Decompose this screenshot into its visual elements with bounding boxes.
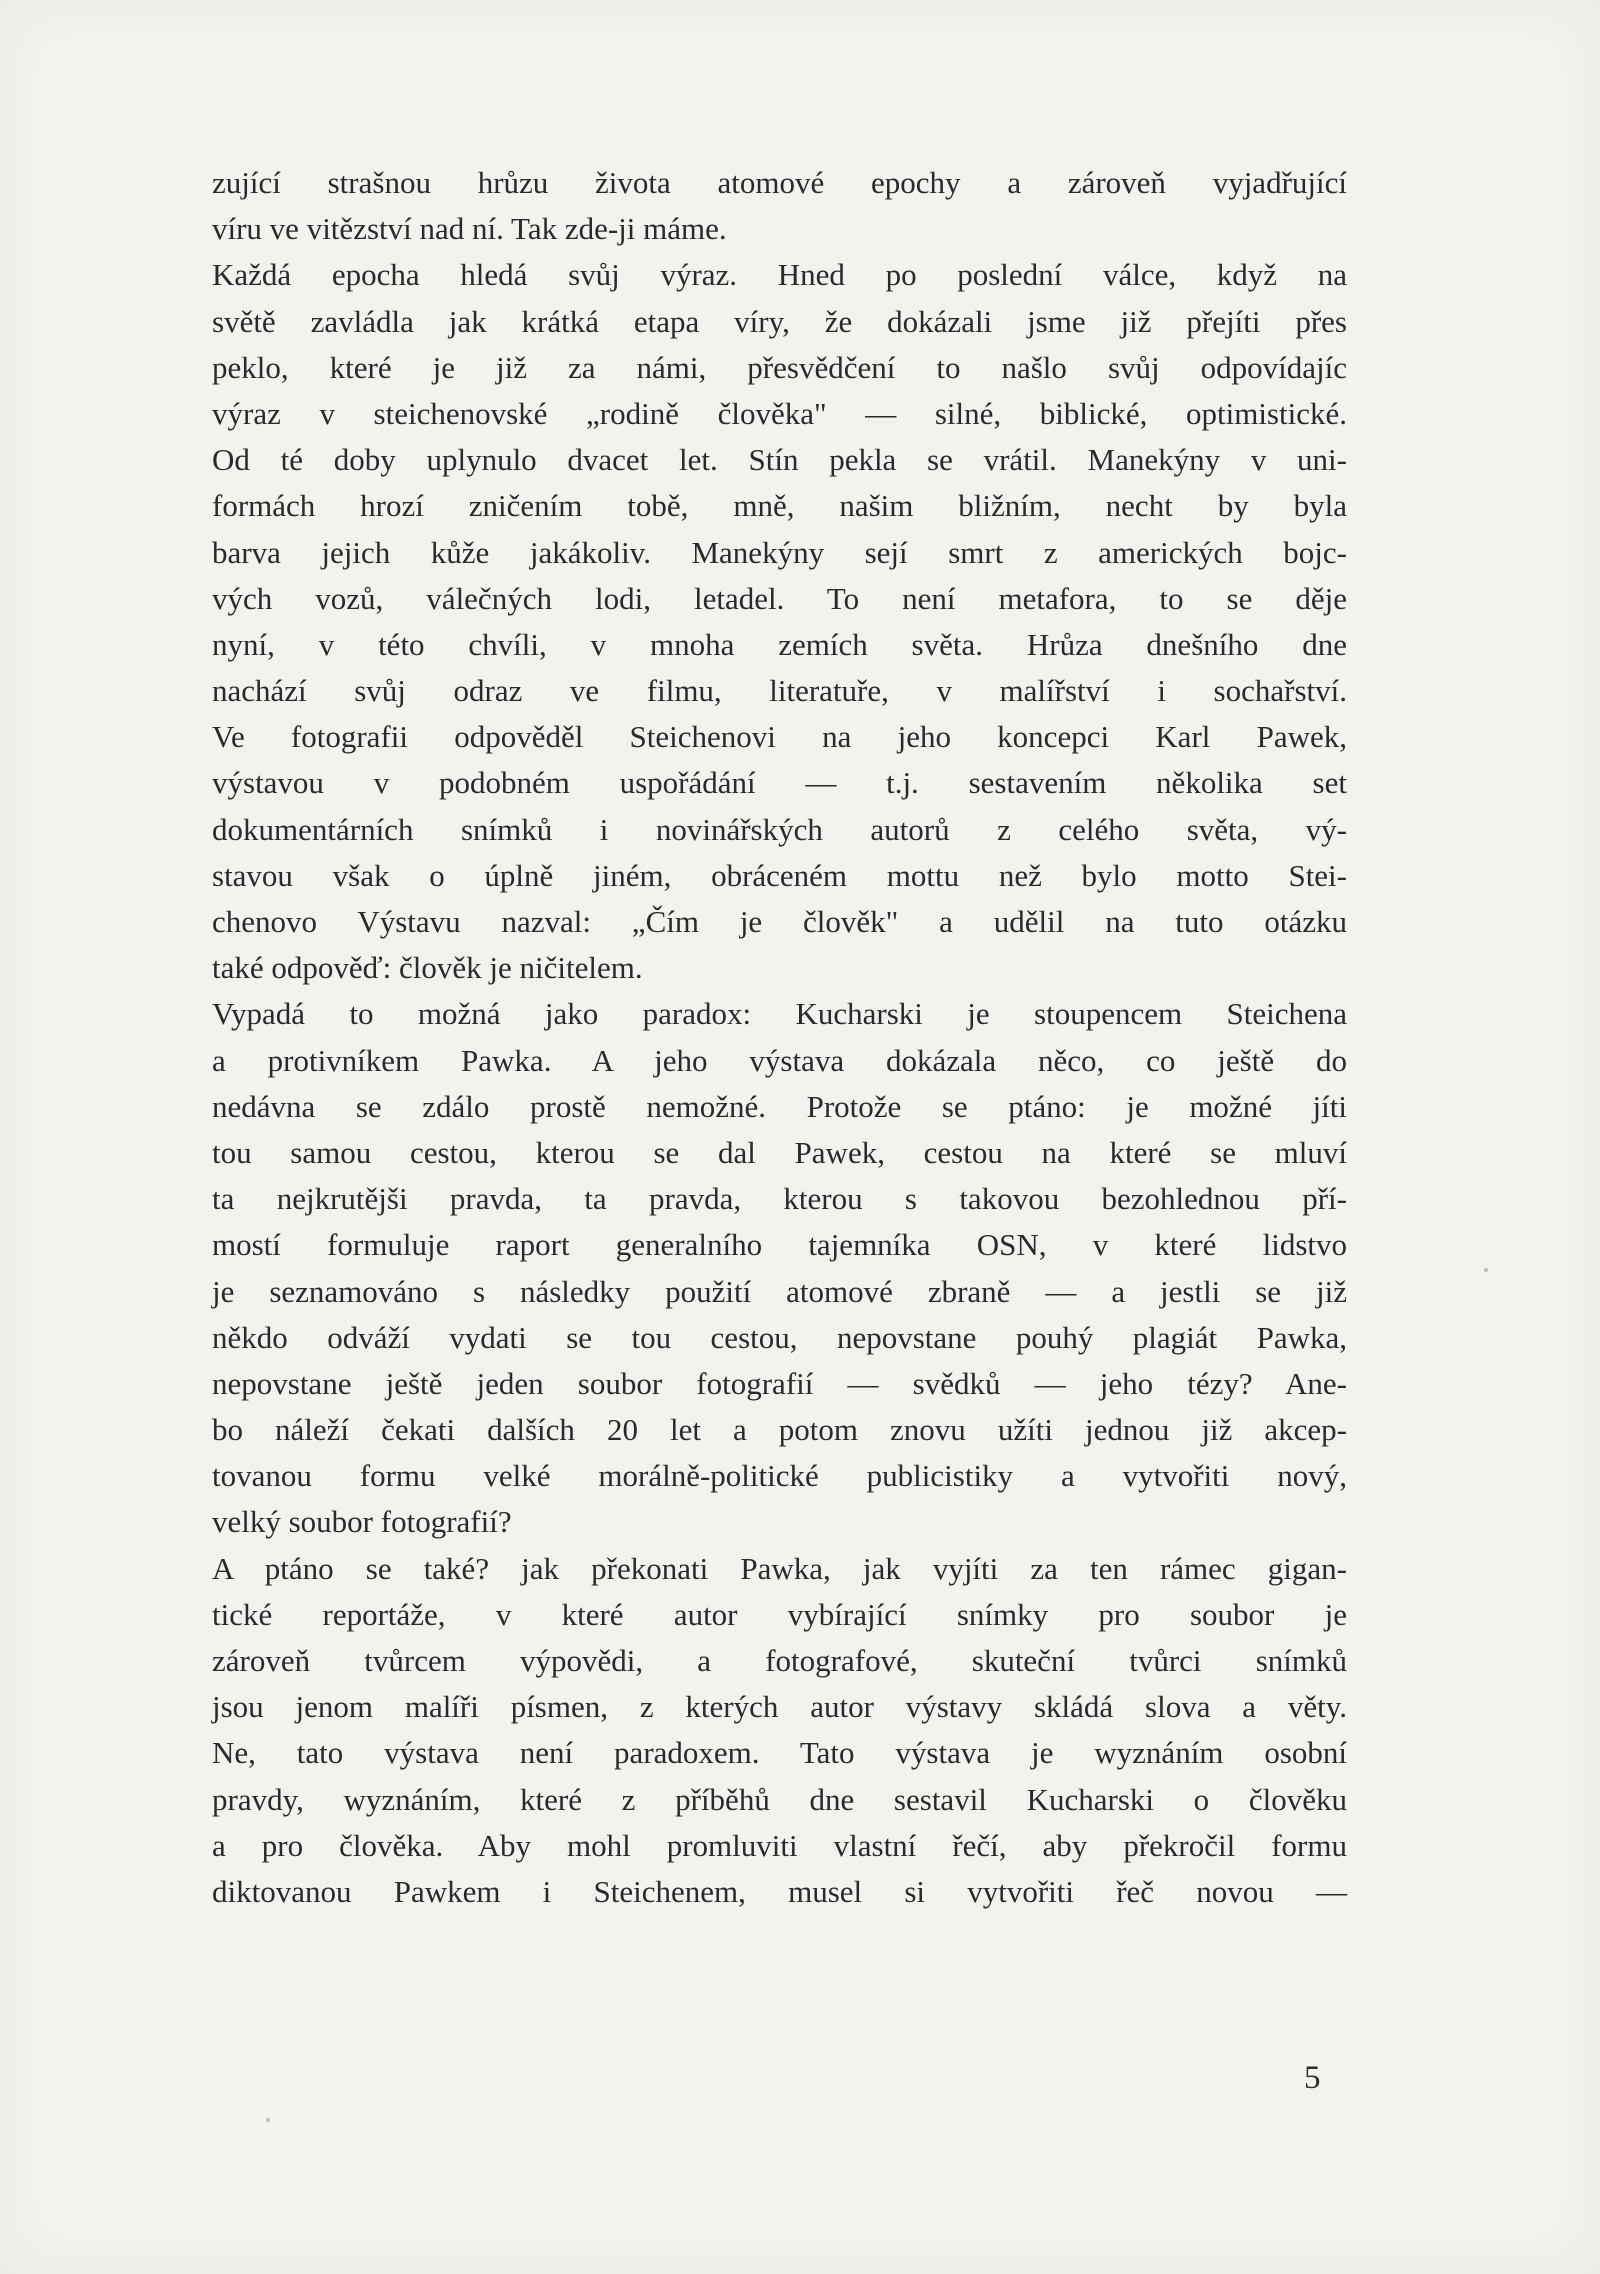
text-line: a pro člověka. Aby mohl promluviti vlastní řečí, aby překročil formu — [212, 1827, 1347, 1863]
text-line: barva jejich kůže jakákoliv. Manekýny sejí smrt z amerických bojc- — [212, 534, 1347, 570]
text-line: mostí formuluje raport generalního tajemníka OSN, v které lidstvo — [212, 1227, 1347, 1263]
text-line: také odpověď: člověk je ničitelem. — [212, 950, 643, 986]
text-line: nachází svůj odraz ve filmu, literatuře, v malířství i sochařství. — [212, 673, 1347, 709]
text-line: bo náleží čekati dalších 20 let a potom znovu užíti jednou již akcep- — [212, 1412, 1347, 1448]
text-line: tické reportáže, v které autor vybírající snímky pro soubor je — [212, 1596, 1347, 1632]
text-line: Ve fotografii odpověděl Steichenovi na jeho koncepci Karl Pawek, — [212, 719, 1347, 755]
text-line: A ptáno se také? jak překonati Pawka, jak vyjíti za ten rámec gigan- — [212, 1550, 1347, 1586]
text-line: chenovo Výstavu nazval: „Čím je člověk" a udělil na tuto otázku — [212, 904, 1347, 939]
text-line: a protivníkem Pawka. A jeho výstava dokázala něco, co ještě do — [212, 1042, 1347, 1078]
page-number: 5 — [1304, 2060, 1321, 2096]
text-line: jsou jenom malíři písmen, z kterých autor výstavy skládá slova a věty. — [212, 1689, 1347, 1725]
text-line: víru ve vitězství nad ní. Tak zde-ji máme. — [212, 211, 727, 247]
text-line: výstavou v podobném uspořádání — t.j. sestavením několika set — [212, 765, 1347, 801]
text-line: stavou však o úplně jiném, obráceném mottu než bylo motto Stei- — [212, 857, 1347, 893]
paper-speck — [266, 2118, 270, 2122]
text-line: světě zavládla jak krátká etapa víry, že dokázali jsme již přejíti přes — [212, 303, 1347, 339]
paper-speck — [1484, 1268, 1488, 1272]
text-line: vých vozů, válečných lodi, letadel. To není metafora, to se děje — [212, 580, 1347, 616]
body-text — [212, 160, 1347, 1915]
text-line: nyní, v této chvíli, v mnoha zemích světa. Hrůza dnešního dne — [212, 626, 1347, 662]
text-line: Každá epocha hledá svůj výraz. Hned po poslední válce, když na — [212, 257, 1347, 293]
text-line: je seznamováno s následky použití atomové zbraně — a jestli se již — [212, 1273, 1347, 1309]
text-line: velký soubor fotografií? — [212, 1504, 512, 1540]
text-line: nepovstane ještě jeden soubor fotografií — svědků — jeho tézy? Ane- — [212, 1365, 1347, 1401]
text-line: formách hrozí zničením tobě, mně, našim bližním, necht by byla — [212, 488, 1347, 524]
text-line: zároveň tvůrcem výpovědi, a fotografové, skuteční tvůrci snímků — [212, 1643, 1347, 1678]
text-line: nedávna se zdálo prostě nemožné. Protože se ptáno: je možné jíti — [212, 1088, 1347, 1124]
text-line: Ne, tato výstava není paradoxem. Tato výstava je wyznáním osobní — [212, 1735, 1347, 1771]
text-line: pravdy, wyznáním, které z příběhů dne sestavil Kucharski o člověku — [212, 1781, 1347, 1817]
text-line: Od té doby uplynulo dvacet let. Stín pekla se vrátil. Manekýny v uni- — [212, 442, 1347, 478]
text-line: někdo odváží vydati se tou cestou, nepovstane pouhý plagiát Pawka, — [212, 1319, 1347, 1355]
text-line: diktovanou Pawkem i Steichenem, musel si vytvořiti řeč novou — — [212, 1873, 1347, 1909]
text-line: ta nejkrutějši pravda, ta pravda, kterou s takovou bezohlednou pří- — [212, 1181, 1347, 1217]
text-line: dokumentárních snímků i novinářských autorů z celého světa, vý- — [212, 811, 1347, 847]
text-line: zující strašnou hrůzu života atomové epochy a zároveň vyjadřující — [212, 165, 1347, 200]
text-line: tovanou formu velké morálně-politické publicistiky a vytvořiti nový, — [212, 1458, 1347, 1494]
text-line: Vypadá to možná jako paradox: Kucharski je stoupencem Steichena — [212, 996, 1347, 1032]
text-line: tou samou cestou, kterou se dal Pawek, cestou na které se mluví — [212, 1134, 1347, 1170]
text-line: výraz v steichenovské „rodině člověka" — silné, biblické, optimistické. — [212, 395, 1347, 431]
text-line: peklo, které je již za námi, přesvědčení to našlo svůj odpovídajíc — [212, 349, 1347, 385]
